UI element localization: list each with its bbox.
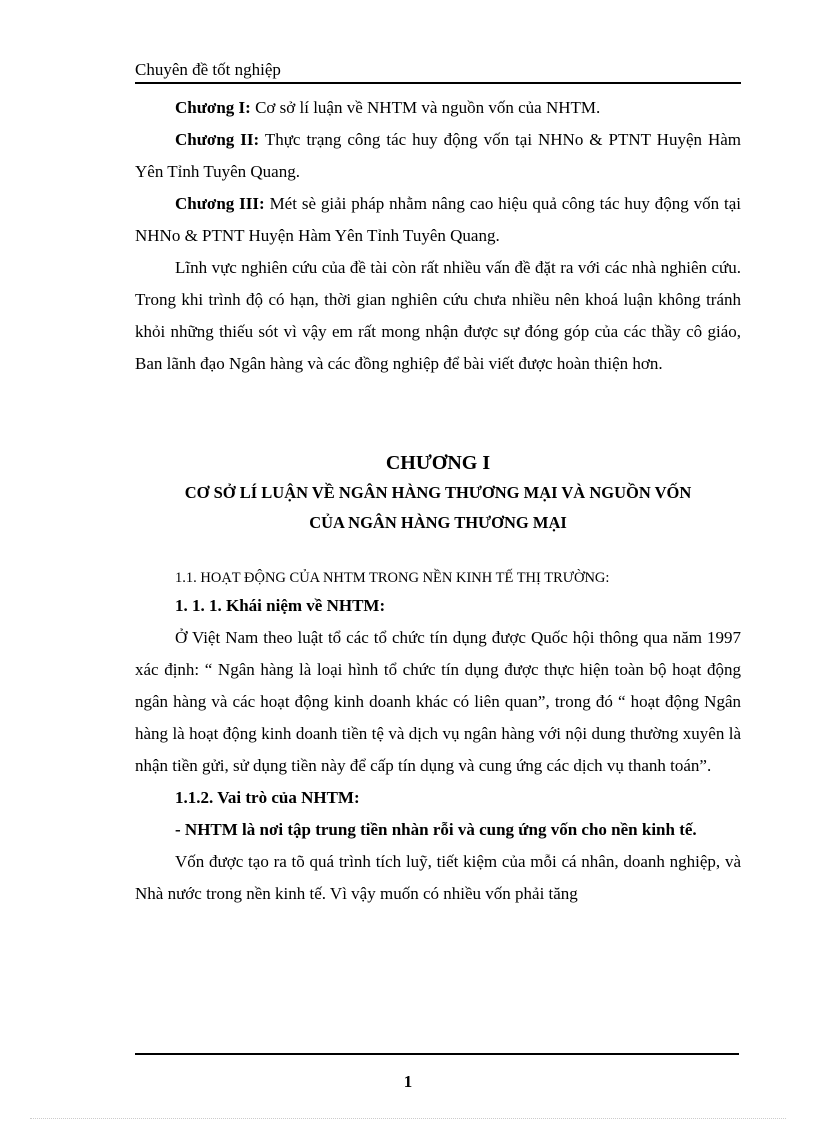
intro-chapter-2-text: Thực trạng công tác huy động vốn tại NHNo & PTNT Huyện Hàm Yên Tỉnh Tuyên Quang.	[135, 130, 741, 181]
page-edge	[30, 1118, 786, 1119]
intro-chapter-3	[135, 188, 741, 252]
chapter-subtitle-line-1: CƠ SỞ LÍ LUẬN VỀ NGÂN HÀNG THƯƠNG MẠI VÀ NGUỒN VỐN	[184, 483, 692, 502]
chapter-subtitle-line-2: CỦA NGÂN HÀNG THƯƠNG MẠI	[309, 513, 567, 532]
subsection-2-heading: 1.1.2. Vai trò của NHTM:	[175, 788, 360, 807]
footer-divider	[135, 1053, 739, 1055]
subsection-2-bold-point: - NHTM là nơi tập trung tiền nhàn rỗi và cung ứng vốn cho nền kinh tế.	[175, 820, 697, 839]
chapter-title: CHƯƠNG I	[385, 452, 491, 474]
subsection-1-paragraph: Ở Việt Nam theo luật tổ các tổ chức tín dụng được Quốc hội thông qua năm 1997 xác định: “ Ngân hàng là loại hình tổ chức tín dụng được thực hiện toàn bộ hoạt động ngân hàng và các hoạt động kinh doanh khác có liên quan”, trong đó “ hoạt động Ngân hàng là hoạt động kinh doanh tiền tệ và dịch vụ ngân hàng với nội dung thường xuyên là nhận tiền gửi, sử dụng tiền này để cấp tín dụng và cung ứng các dịch vụ thanh toán”.	[135, 628, 741, 775]
page-header	[135, 58, 741, 84]
subsection-2-paragraph: Vốn được tạo ra tõ quá trình tích luỹ, tiết kiệm của mỗi cá nhân, doanh nghiệp, và Nhà nước trong nền kinh tế. Vì vậy muốn có nhiều vốn phải tăng	[135, 852, 741, 903]
page-number: 1	[403, 1072, 413, 1091]
header-title: Chuyên đề tốt nghiệp	[135, 60, 281, 79]
section-heading: 1.1. HOẠT ĐỘNG CỦA NHTM TRONG NỀN KINH TẾ THỊ TRƯỜNG:	[175, 570, 610, 586]
intro-closing-paragraph: Lĩnh vực nghiên cứu của đề tài còn rất nhiều vấn đề đặt ra với các nhà nghiên cứu. Trong khi trình độ có hạn, thời gian nghiên cứu chưa nhiều nên khoá luận không tránh khỏi những thiếu sót vì vậy em rất mong nhận được sự đóng góp của các thầy cô giáo, Ban lãnh đạo Ngân hàng và các đồng nghiệp để bài viết được hoàn thiện hơn.	[135, 258, 741, 373]
intro-chapter-1-text: Cơ sở lí luận về NHTM và nguồn vốn của NHTM.	[250, 98, 601, 117]
intro-chapter-3-text: Mét sè giải pháp nhằm nâng cao hiệu quả công tác huy động vốn tại NHNo & PTNT Huyện Hàm Yên Tỉnh Tuyên Quang.	[135, 194, 741, 245]
spacer	[135, 380, 741, 448]
intro-chapter-3-label: Chương III:	[175, 194, 265, 213]
intro-chapter-1	[135, 92, 741, 124]
document-body	[135, 92, 741, 910]
intro-chapter-2-label: Chương II:	[175, 130, 260, 149]
intro-chapter-1-label: Chương I:	[175, 98, 251, 117]
intro-chapter-2	[135, 124, 741, 188]
subsection-1-heading: 1. 1. 1. Khái niệm về NHTM:	[175, 596, 386, 615]
